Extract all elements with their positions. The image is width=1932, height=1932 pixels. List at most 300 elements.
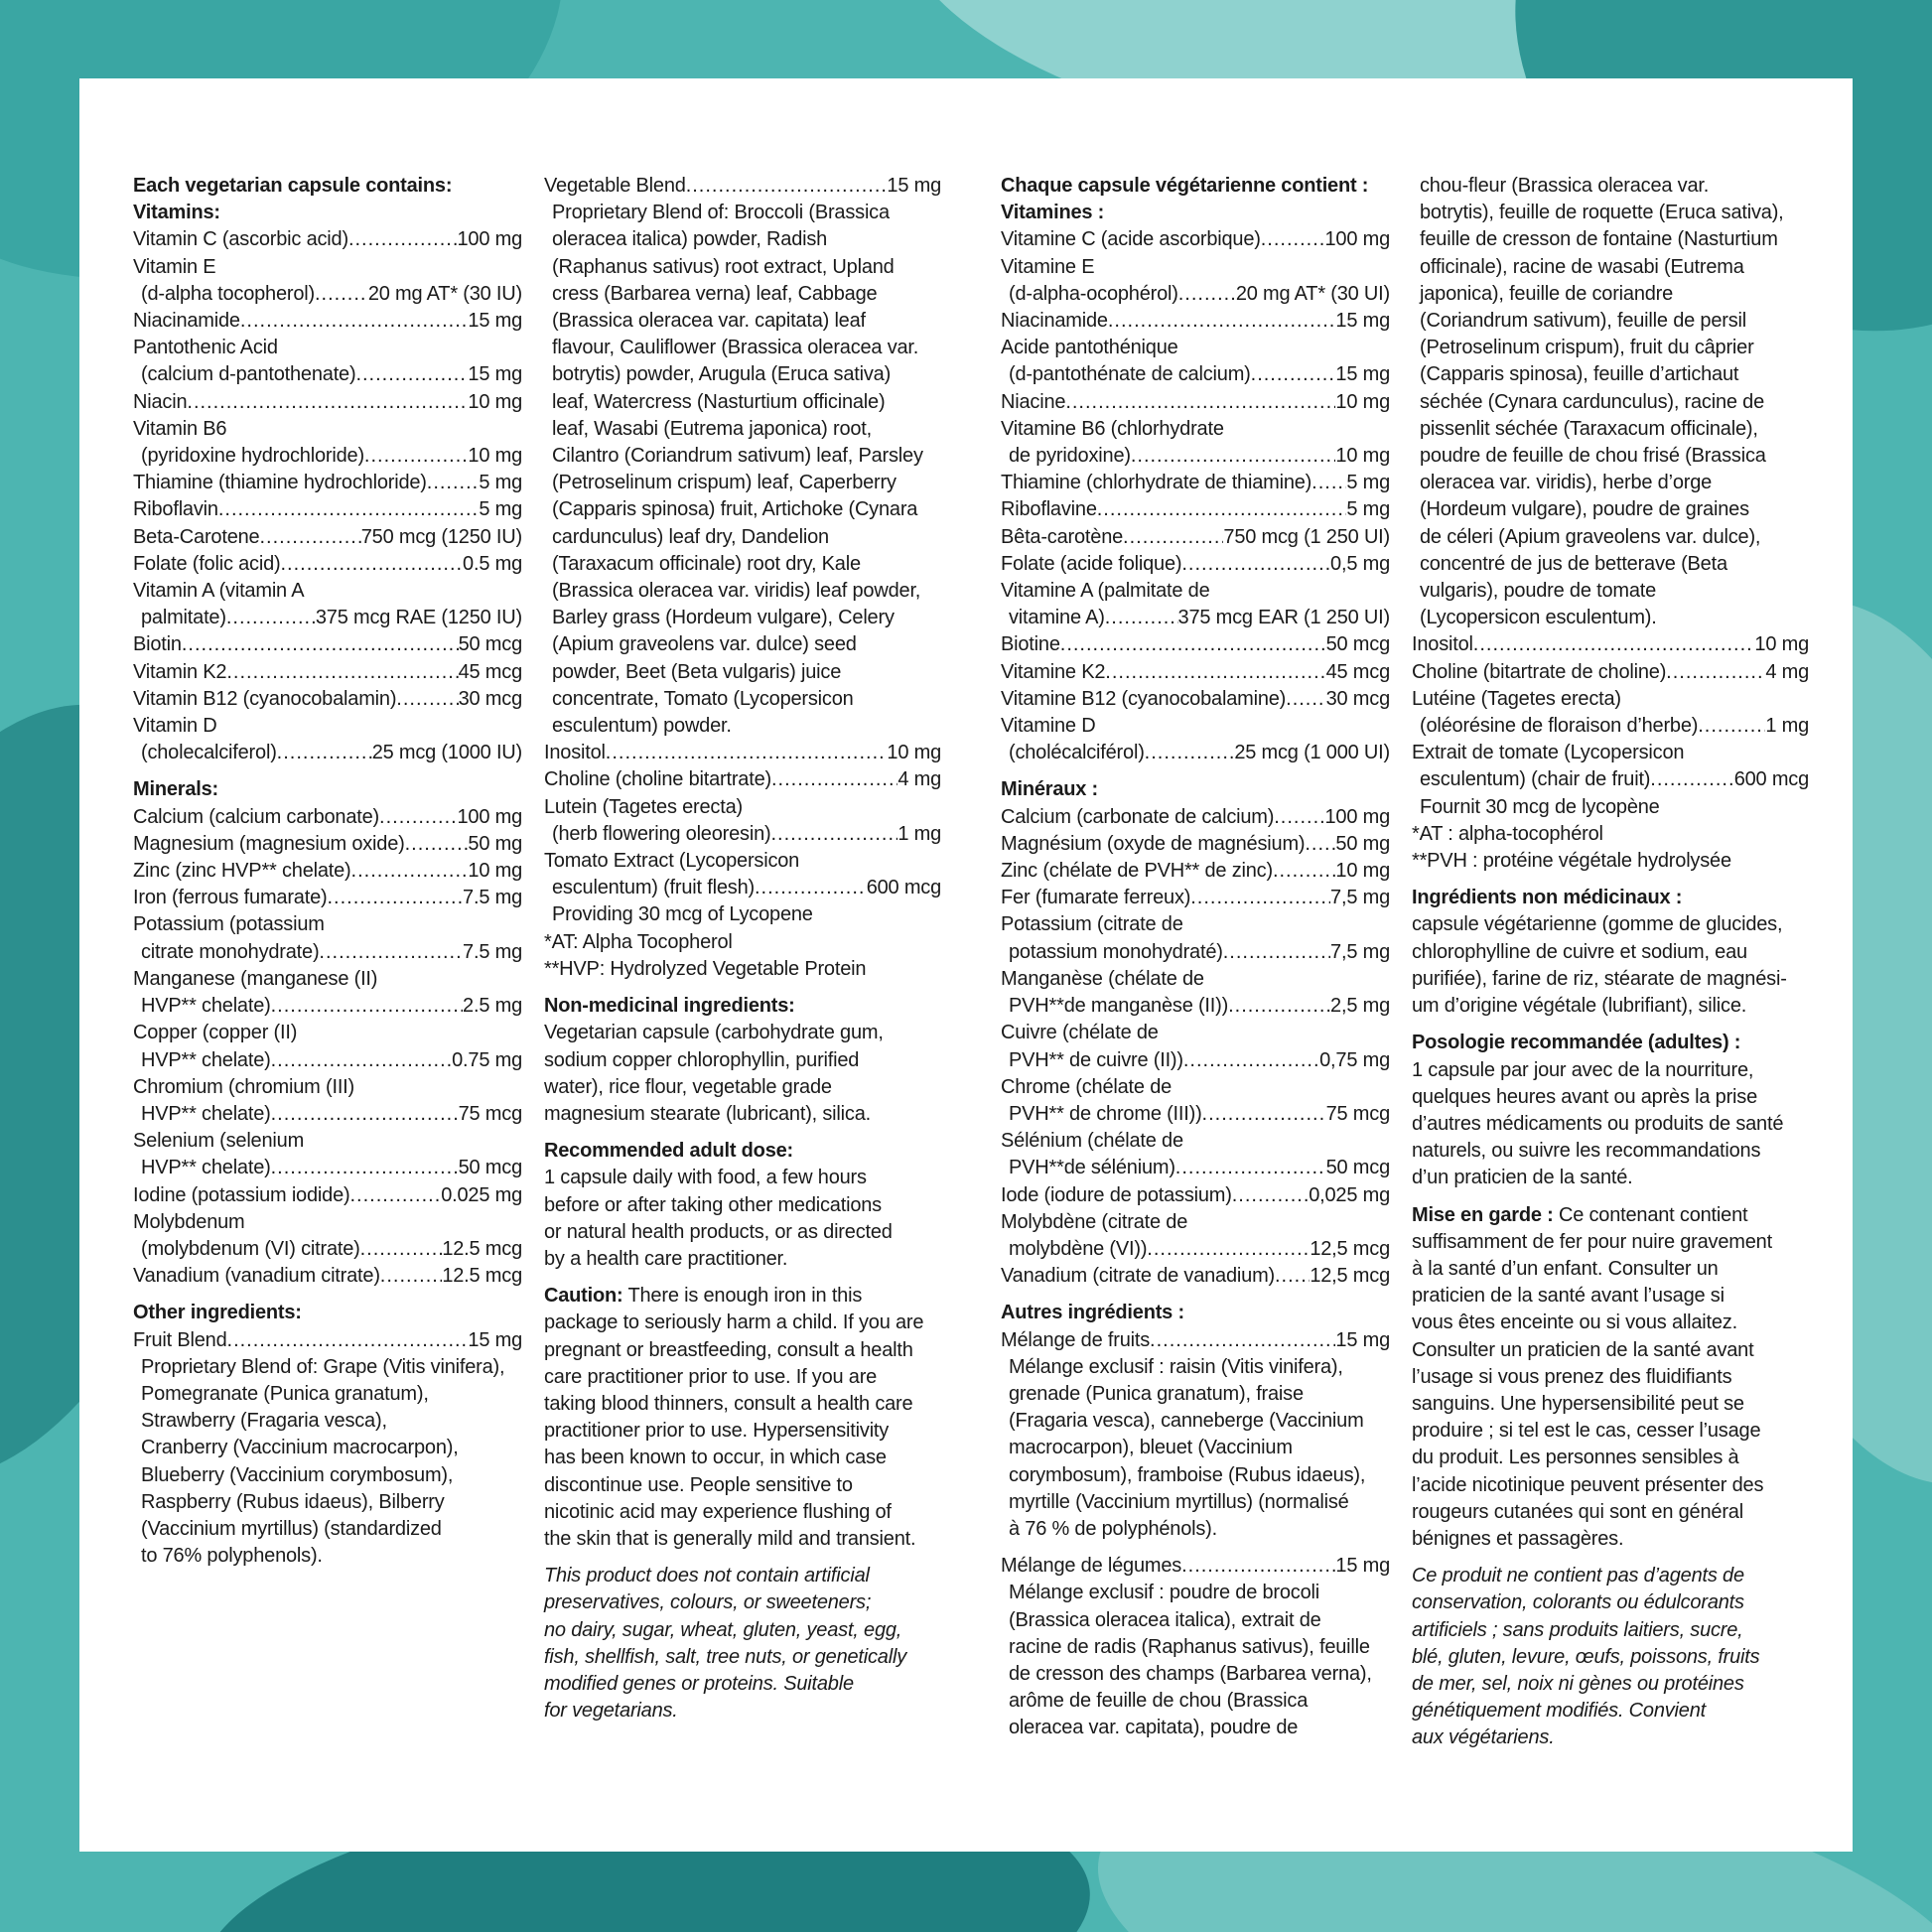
text-line: Proprietary Blend of: Grape (Vitis vinifera), [141,1355,505,1378]
text-line: pregnant or breastfeeding, consult a health [544,1338,913,1361]
text-line: Consulter un praticien de la santé avant [1412,1338,1754,1361]
ingredient-name: Fer (fumarate ferreux) [1001,887,1191,909]
text-line: l’usage si vous prenez des fluidifiants [1412,1365,1732,1388]
ingredient-name: (herb flowering oleoresin) [552,822,771,845]
text-line: Raspberry (Rubus idaeus), Bilberry [141,1490,445,1513]
text-line: Sélénium (chélate de [1001,1130,1183,1153]
ingredient-name: Mélange de fruits [1001,1328,1151,1351]
ingredient-amount: 2,5 mg [1330,995,1390,1018]
disclaimer-line: artificiels ; sans produits laitiers, sucre, [1412,1618,1743,1641]
text-line: Vitamine E [1001,255,1095,278]
text-line: Lutéine (Tagetes erecta) [1412,687,1621,710]
ingredient-name: esculentum) (fruit flesh) [552,877,755,899]
text-line: praticien de la santé avant l’usage si [1412,1285,1725,1308]
ingredient-name: Magnésium (oxyde de magnésium) [1001,832,1306,855]
ingredient-name: HVP** chelate) [141,1157,271,1179]
dot-leader [351,858,469,885]
ingredient-row [1001,605,1390,631]
text-line: Acide pantothénique [1001,337,1178,359]
text-line: (Vaccinium myrtillus) (standardized [141,1517,442,1540]
ingredient-row [1001,1155,1390,1181]
ingredient-row [1001,1101,1390,1128]
ingredient-name: (molybdenum (VI) citrate) [141,1237,360,1260]
text-line: Strawberry (Fragaria vesca), [141,1410,387,1433]
ingredient-amount: 10 mg [468,445,522,468]
section-spacer [544,983,941,993]
ingredient-name: Vitamine B12 (cyanocobalamine) [1001,687,1287,710]
ingredient-amount: 50 mcg [458,633,522,656]
text-line: (Brassica oleracea var. capitata) leaf [552,310,866,333]
dot-leader [686,173,888,200]
section-spacer [544,1273,941,1283]
dot-leader [226,659,458,686]
dot-leader [1223,939,1330,966]
disclaimer-line: preservatives, colours, or sweeteners; [544,1591,872,1614]
ingredient-amount: 15 mg [468,1328,522,1351]
dot-leader [1108,308,1336,335]
text-line: Providing 30 mcg of Lycopene [552,903,813,926]
ingredient-row [133,281,522,308]
text-line: Vitamin B6 [133,417,227,440]
text-line: pissenlit séchée (Taraxacum officinale), [1420,417,1758,440]
text-line: d’un praticien de la santé. [1412,1167,1633,1189]
text-line: 1 capsule daily with food, a few hours [544,1167,867,1189]
ingredient-name: (oléorésine de floraison d’herbe) [1420,715,1699,738]
text-line: (Apium graveolens var. dulce) seed [552,633,857,656]
text-line: purifiée), farine de riz, stéarate de magnési- [1412,967,1787,990]
ingredient-row [1001,524,1390,551]
text-line: Mélange exclusif : raisin (Vitis vinifera), [1009,1355,1343,1378]
dot-leader [348,226,458,253]
dot-leader [380,1263,443,1290]
text-line: Cranberry (Vaccinium macrocarpon), [141,1437,459,1459]
text-line: (Petroselinum crispum), fruit du câprier [1420,337,1754,359]
text-line: Vitamin D [133,715,217,738]
section-spacer [133,766,522,776]
ingredient-name: Choline (bitartrate de choline) [1412,660,1667,683]
ingredient-row [133,831,522,858]
section-heading: Recommended adult dose: [544,1140,793,1163]
ingredient-row [133,1101,522,1128]
ingredient-row [1001,551,1390,578]
ingredient-amount: 7,5 mg [1330,887,1390,909]
ingredient-amount: 100 mg [1324,805,1390,828]
text-line: nicotinic acid may experience flushing of [544,1500,892,1523]
ingredient-name: (pyridoxine hydrochloride) [141,445,364,468]
dot-leader [271,993,463,1020]
ingredient-amount: 50 mcg [1325,633,1390,656]
text-line: d’autres médicaments ou produits de santé [1412,1112,1784,1135]
section-spacer [544,1553,941,1563]
ingredient-amount: 10 mg [1754,633,1809,656]
ingredient-amount: 5 mg [479,498,522,521]
text-line: taking blood thinners, consult a health care [544,1392,913,1415]
text-line: Mélange exclusif : poudre de brocoli [1009,1582,1319,1604]
section-heading: Non-medicinal ingredients: [544,995,795,1018]
dot-leader [1232,1182,1309,1209]
ingredient-row [1001,443,1390,470]
text-line: à la santé d’un enfant. Consulter un [1412,1257,1719,1280]
label-panel [79,78,1853,1852]
ingredient-row [1001,226,1390,253]
ingredient-name: vitamine A) [1009,607,1105,629]
inline-heading: Mise en garde : [1412,1203,1554,1226]
text-line: racine de radis (Raphanus sativus), feuille [1009,1635,1370,1658]
text-line: quelques heures avant ou après la prise [1412,1085,1757,1108]
text-line: flavour, Cauliflower (Brassica oleracea var. [552,337,919,359]
text-line: cardunculus) leaf dry, Dandelion [552,525,829,548]
ingredient-name: (cholécalciférol) [1009,742,1145,764]
ingredient-name: HVP** chelate) [141,995,271,1018]
disclaimer-line: modified genes or proteins. Suitable [544,1672,854,1695]
dot-leader [360,1236,443,1263]
ingredient-row [133,1236,522,1263]
ingredient-name: Niacine [1001,390,1066,413]
ingredient-name: Magnesium (magnesium oxide) [133,832,405,855]
dot-leader [349,1182,441,1209]
text-line: Cilantro (Coriandrum sativum) leaf, Parsley [552,445,923,468]
ingredient-amount: 10 mg [1335,860,1390,883]
dot-leader [1145,740,1235,766]
text-line: package to seriously harm a child. If you are [544,1311,924,1334]
ingredient-amount: 0,5 mg [1330,552,1390,575]
ingredient-row [133,939,522,966]
ingredient-row [1412,766,1809,793]
ingredient-amount: 12,5 mcg [1310,1237,1390,1260]
ingredient-amount: 10 mg [1335,445,1390,468]
ingredient-name: Biotine [1001,633,1060,656]
ingredient-name: (d-alpha-ocophérol) [1009,282,1178,305]
ingredient-name: (calcium d-pantothenate) [141,363,356,386]
dot-leader [1178,281,1236,308]
dot-leader [1105,659,1325,686]
ingredient-amount: 30 mcg [1325,687,1390,710]
ingredient-amount: 1 mg [897,822,941,845]
text-line: botrytis), feuille de roquette (Eruca sativa), [1420,202,1784,224]
text-line: (Coriandrum sativum), feuille de persil [1420,310,1746,333]
ingredient-row [1001,804,1390,831]
ingredient-name: Thiamine (chlorhydrate de thiamine) [1001,472,1312,494]
ingredient-amount: 20 mg AT* (30 UI) [1235,282,1390,305]
text-line: bénignes et passagères. [1412,1527,1624,1550]
text-line: séchée (Cynara cardunculus), racine de [1420,390,1765,413]
dot-leader [1311,470,1346,496]
ingredient-amount: 1 mg [1765,715,1809,738]
ingredient-row [133,804,522,831]
dot-leader [271,1155,459,1181]
text-line: um d’origine végétale (lubrifiant), silice. [1412,995,1747,1018]
ingredient-name: Vitamin B12 (cyanocobalamin) [133,687,397,710]
ingredient-row [544,766,941,793]
ingredient-amount: 15 mg [468,363,522,386]
ingredient-row [133,361,522,388]
text-line: poudre de feuille de chou frisé (Brassica [1420,445,1766,468]
ingredient-amount: 10 mg [887,742,941,764]
text-line: officinale), racine de wasabi (Eutrema [1420,255,1744,278]
section-heading: Vitamines : [1001,202,1105,224]
text-line: Proprietary Blend of: Broccoli (Brassica [552,202,890,224]
ingredient-name: PVH** de chrome (III)) [1009,1102,1202,1125]
section-spacer [1412,1192,1809,1202]
ingredient-name: potassium monohydraté) [1009,940,1223,963]
text-line: oleracea var. capitata), poudre de [1009,1717,1299,1739]
section-spacer [1412,1553,1809,1563]
ingredient-row [1001,1327,1390,1354]
text-line: discontinue use. People sensitive to [544,1473,853,1496]
ingredient-row [1001,361,1390,388]
ingredient-row [1001,858,1390,885]
ingredient-name: Vegetable Blend [544,175,686,197]
section-spacer [1001,1543,1390,1553]
text-line: **PVH : protéine végétale hydrolysée [1412,850,1731,873]
ingredient-amount: 30 mcg [458,687,522,710]
ingredient-name: Calcium (carbonate de calcium) [1001,805,1275,828]
ingredient-name: Vitamine C (acide ascorbique) [1001,228,1261,251]
ingredient-amount: 45 mcg [1325,660,1390,683]
dot-leader [319,939,463,966]
dot-leader [1123,524,1223,551]
disclaimer-line: Ce produit ne contient pas d’agents de [1412,1565,1744,1587]
section-heading: Minerals: [133,778,219,801]
ingredient-amount: 15 mg [1335,1555,1390,1578]
ingredient-name: Iode (iodure de potassium) [1001,1183,1232,1206]
text-line: has been known to occur, in which case [544,1447,887,1469]
text-line: vous êtes enceinte ou si vous allaitez. [1412,1311,1737,1334]
ingredient-amount: 45 mcg [458,660,522,683]
text-line: by a health care practitioner. [544,1247,788,1270]
text-line: oleracea italica) powder, Radish [552,228,828,251]
text-line: *AT: Alpha Tocopherol [544,930,733,953]
ingredient-name: Beta-Carotene [133,525,260,548]
ingredient-name: PVH**de manganèse (II)) [1009,995,1229,1018]
ingredient-name: Biotin [133,633,182,656]
ingredient-name: Vitamin K2 [133,660,227,683]
ingredient-amount: 15 mg [1335,1328,1390,1351]
dot-leader [405,831,469,858]
ingredient-amount: 50 mcg [1325,1157,1390,1179]
section-spacer [544,1128,941,1138]
text-line: or natural health products, or as directed [544,1220,893,1243]
dot-leader [1190,885,1330,911]
text-line: Vitamine A (palmitate de [1001,580,1210,603]
text-line: Manganèse (chélate de [1001,967,1204,990]
section-spacer [1001,766,1390,776]
dot-leader [218,496,480,523]
ingredient-amount: 100 mg [1324,228,1390,251]
dot-leader [1181,551,1330,578]
section-heading: Vitamins: [133,202,220,224]
text-line: Vitamine D [1001,715,1096,738]
text-line: l’acide nicotinique peuvent présenter des [1412,1473,1764,1496]
dot-leader [259,524,360,551]
section-spacer [1412,1020,1809,1030]
dot-leader [280,551,463,578]
section-heading: Ingrédients non médicinaux : [1412,887,1683,909]
ingredient-row [1001,470,1390,496]
ingredient-row [1001,281,1390,308]
ingredient-row [544,740,941,766]
dot-leader [1202,1101,1326,1128]
disclaimer-line: for vegetarians. [544,1700,678,1723]
ingredient-amount: 15 mg [1335,310,1390,333]
text-line: magnesium stearate (lubricant), silica. [544,1102,871,1125]
paragraph-text: Ce contenant contient [1553,1203,1748,1226]
text-line: **HVP: Hydrolyzed Vegetable Protein [544,957,867,980]
ingredient-row [1001,1182,1390,1209]
text-line: Molybdenum [133,1210,245,1233]
ingredient-row [544,173,941,200]
text-line: Manganese (manganese (II) [133,967,378,990]
text-line: (Brassica oleracea var. viridis) leaf powder, [552,580,921,603]
dot-leader [327,885,463,911]
text-line: Tomato Extract (Lycopersicon [544,850,800,873]
dot-leader [187,389,468,416]
dot-leader [379,804,457,831]
text-line: Copper (copper (II) [133,1022,298,1044]
ingredient-row [133,631,522,658]
ingredient-name: Niacin [133,390,188,413]
text-line: Potassium (potassium [133,913,325,936]
section-heading: Chaque capsule végétarienne contient : [1001,175,1369,197]
text-line: produire ; si tel est le cas, cesser l’usage [1412,1420,1761,1443]
ingredient-amount: 750 mcg (1250 IU) [360,525,522,548]
text-line: (Lycopersicon esculentum). [1420,607,1657,629]
ingredient-amount: 375 mcg RAE (1250 IU) [315,607,522,629]
ingredient-amount: 5 mg [1346,472,1390,494]
ingredient-amount: 375 mcg EAR (1 250 UI) [1177,607,1390,629]
ingredient-amount: 15 mg [887,175,941,197]
text-line: de cresson des champs (Barbarea verna), [1009,1662,1372,1685]
dot-leader [1060,631,1326,658]
ingredient-amount: 100 mg [457,228,522,251]
ingredient-amount: 15 mg [468,310,522,333]
text-line: Extrait de tomate (Lycopersicon [1412,742,1685,764]
ingredient-amount: 75 mcg [1325,1102,1390,1125]
text-line: esculentum) powder. [552,715,732,738]
text-line: Potassium (citrate de [1001,913,1183,936]
dot-leader [771,766,897,793]
text-line: to 76% polyphenols). [141,1545,323,1568]
ingredient-amount: 0.025 mg [441,1183,522,1206]
ingredient-row [133,524,522,551]
dot-leader [1305,831,1335,858]
ingredient-row [1001,993,1390,1020]
text-line: (Raphanus sativus) root extract, Upland [552,255,895,278]
ingredient-name: Thiamine (thiamine hydrochloride) [133,472,427,494]
ingredient-name: Calcium (calcium carbonate) [133,805,380,828]
ingredient-amount: 7.5 mg [463,887,522,909]
ingredient-amount: 750 mcg (1 250 UI) [1223,525,1390,548]
dot-leader [315,281,368,308]
text-line: (Capparis spinosa), feuille d’artichaut [1420,363,1739,386]
ingredient-amount: 7.5 mg [463,940,522,963]
text-line: myrtille (Vaccinium myrtillus) (normalisé [1009,1490,1349,1513]
dot-leader [355,361,468,388]
ingredient-amount: 50 mg [468,832,522,855]
ingredient-amount: 50 mcg [458,1157,522,1179]
text-line: powder, Beet (Beta vulgaris) juice [552,660,842,683]
ingredient-name: Vanadium (citrate de vanadium) [1001,1265,1275,1288]
text-line: (Capparis spinosa) fruit, Artichoke (Cynara [552,498,918,521]
ingredient-row [133,551,522,578]
ingredient-name: HVP** chelate) [141,1102,271,1125]
ingredient-name: Fruit Blend [133,1328,227,1351]
ingredient-name: palmitate) [141,607,226,629]
text-line: cress (Barbarea verna) leaf, Cabbage [552,282,878,305]
text-line: (Taraxacum officinale) root dry, Kale [552,552,861,575]
dot-leader [1131,443,1336,470]
ingredient-row [133,470,522,496]
dot-leader [1105,605,1178,631]
text-line: chlorophylline de cuivre et sodium, eau [1412,940,1747,963]
dot-leader [1183,1047,1319,1074]
ingredient-row [133,1155,522,1181]
dot-leader [271,1101,459,1128]
ingredient-name: Niacinamide [133,310,240,333]
ingredient-name: Zinc (zinc HVP** chelate) [133,860,351,883]
ingredient-row [133,740,522,766]
dot-leader [1181,1553,1335,1580]
text-line: du produit. Les personnes sensibles à [1412,1447,1739,1469]
dot-leader [1175,1155,1326,1181]
ingredient-amount: 25 mcg (1000 IU) [371,742,522,764]
dot-leader [1473,631,1755,658]
dot-leader [226,605,316,631]
ingredient-row [1001,308,1390,335]
text-line: chou-fleur (Brassica oleracea var. [1420,175,1710,197]
ingredient-amount: 75 mcg [458,1102,522,1125]
ingredient-row [1001,1047,1390,1074]
dot-leader [1273,858,1335,885]
ingredient-row [133,1263,522,1290]
ingredient-name: Vitamine K2 [1001,660,1106,683]
section-spacer [1412,875,1809,885]
ingredient-row [133,1327,522,1354]
ingredient-row [1001,1263,1390,1290]
disclaimer-line: conservation, colorants ou édulcorants [1412,1591,1744,1614]
ingredient-row [1001,939,1390,966]
ingredient-name: Inositol [544,742,606,764]
section-heading: Autres ingrédients : [1001,1302,1184,1324]
ingredient-name: Inositol [1412,633,1473,656]
paragraph-text: There is enough iron in this [622,1285,863,1308]
ingredient-amount: 0.75 mg [452,1048,522,1071]
disclaimer-line: fish, shellfish, salt, tree nuts, or genetically [544,1645,907,1668]
ingredient-row [133,993,522,1020]
ingredient-row [133,226,522,253]
ingredient-amount: 10 mg [468,860,522,883]
disclaimer-line: no dairy, sugar, wheat, gluten, yeast, egg, [544,1618,902,1641]
text-line: leaf, Wasabi (Eutrema japonica) root, [552,417,873,440]
ingredient-name: HVP** chelate) [141,1048,271,1071]
english-directions-column [544,173,941,1725]
text-line: Chrome (chélate de [1001,1075,1173,1098]
text-line: Vitamine B6 (chlorhydrate [1001,417,1224,440]
french-directions-column [1412,173,1809,1752]
text-line: Lutein (Tagetes erecta) [544,795,743,818]
ingredient-amount: 12.5 mcg [442,1265,522,1288]
ingredient-name: Iodine (potassium iodide) [133,1183,350,1206]
text-line: concentrate, Tomato (Lycopersicon [552,687,854,710]
text-line: Pantothenic Acid [133,337,278,359]
text-line: oleracea var. viridis), herbe d’orge [1420,472,1713,494]
paragraph-line [544,1283,941,1310]
dot-leader [427,470,480,496]
section-heading: Other ingredients: [133,1302,302,1324]
ingredient-name: PVH**de sélénium) [1009,1157,1175,1179]
dot-leader [770,821,897,848]
ingredient-row [133,605,522,631]
